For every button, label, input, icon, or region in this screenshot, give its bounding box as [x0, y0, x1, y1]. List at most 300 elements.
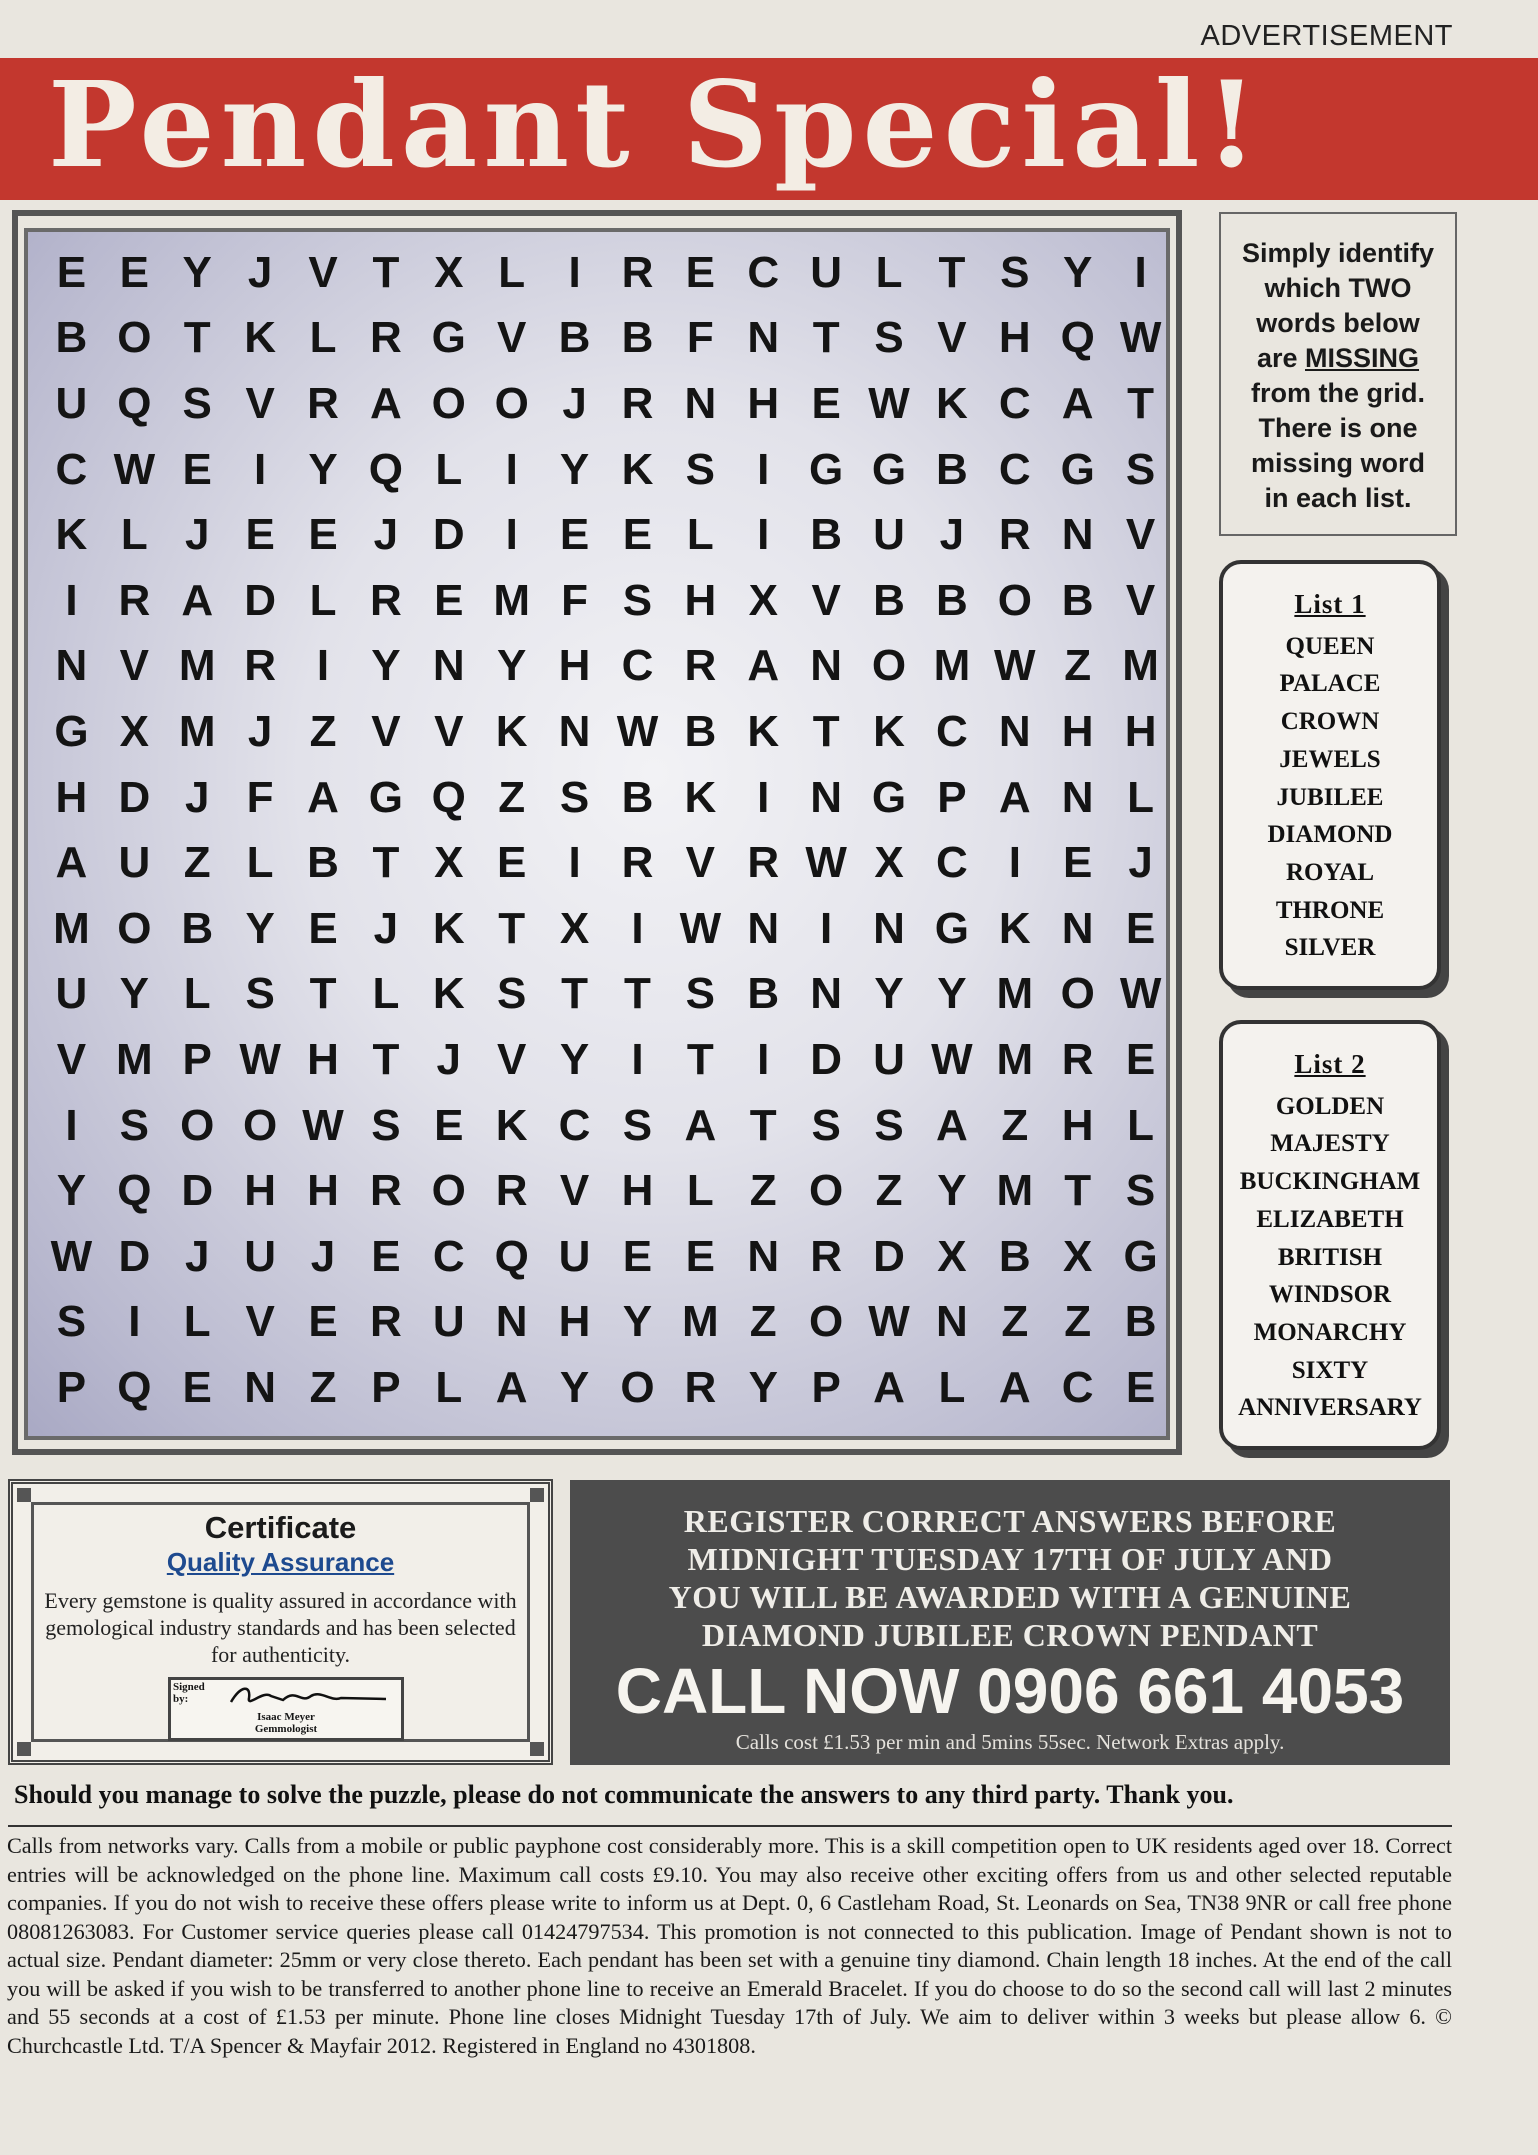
grid-letter: I	[65, 575, 78, 625]
grid-letter: N	[1061, 510, 1094, 560]
grid-letter: P	[811, 1362, 841, 1412]
grid-letter: S	[622, 1100, 653, 1150]
grid-letter: B	[810, 510, 843, 560]
grid-letter: V	[685, 838, 716, 888]
list-word: CROWN	[1280, 708, 1380, 736]
grid-letter: J	[939, 510, 965, 560]
grid-letter: V	[308, 247, 338, 297]
grid-letter: U	[873, 1034, 905, 1084]
grid-letter: E	[434, 575, 464, 625]
phone-number[interactable]: CALL NOW 0906 661 4053	[615, 1655, 1405, 1727]
grid-letter: S	[811, 1100, 841, 1150]
grid-letter: Y	[56, 1166, 87, 1216]
grid-letter: Y	[1063, 247, 1093, 297]
grid-letter: I	[631, 903, 644, 953]
grid-letter: D	[432, 510, 465, 560]
call-now-box	[570, 1480, 1450, 1765]
grid-letter: N	[998, 706, 1031, 756]
grid-letter: B	[936, 575, 968, 625]
grid-letter: J	[247, 706, 273, 756]
grid-letter: M	[996, 1166, 1034, 1216]
grid-letter: J	[373, 510, 399, 560]
grid-letter: X	[748, 575, 778, 625]
certificate-box	[8, 1479, 553, 1765]
grid-letter: R	[747, 838, 780, 888]
grid-letter: Y	[559, 1362, 590, 1412]
grid-letter: E	[559, 510, 590, 560]
grid-letter: A	[998, 1362, 1031, 1412]
call-cost: Calls cost £1.53 per min and 5mins 55sec. Network Extras apply.	[735, 1730, 1285, 1754]
grid-letter: B	[558, 313, 591, 363]
list-word: SILVER	[1284, 934, 1376, 962]
grid-letter: V	[434, 706, 464, 756]
list-word: SIXTY	[1291, 1356, 1369, 1384]
grid-letter: Z	[1001, 1297, 1029, 1347]
signer-name	[171, 1711, 401, 1735]
grid-letter: U	[810, 247, 843, 297]
grid-letter: Q	[494, 1231, 529, 1281]
grid-letter: E	[685, 1231, 716, 1281]
grid-letter: J	[436, 1034, 462, 1084]
grid-letter: H	[621, 1166, 654, 1216]
grid-letter: C	[621, 641, 654, 691]
grid-letter: I	[65, 1100, 78, 1150]
grid-letter: E	[182, 1362, 212, 1412]
grid-letter: N	[495, 1297, 528, 1347]
grid-letter: E	[308, 903, 338, 953]
grid-letter: L	[183, 969, 211, 1019]
grid-letter: W	[805, 838, 847, 888]
grid-letter: S	[874, 1100, 904, 1150]
grid-letter: E	[245, 510, 275, 560]
grid-letter: C	[936, 838, 968, 888]
grid-letter: W	[868, 1297, 910, 1347]
grid-letter: C	[558, 1100, 591, 1150]
certificate-title: Certificate	[204, 1510, 357, 1545]
grid-letter: S	[1125, 1166, 1156, 1216]
grid-letter: J	[184, 510, 210, 560]
grid-letter: L	[498, 247, 526, 297]
grid-letter: T	[1064, 1166, 1092, 1216]
grid-letter: Y	[559, 1034, 590, 1084]
grid-letter: Q	[117, 378, 152, 428]
grid-letter: O	[117, 313, 152, 363]
grid-letter: Z	[1064, 1297, 1092, 1347]
certificate-corner-ornament	[17, 1742, 31, 1756]
grid-letter: K	[747, 706, 780, 756]
grid-letter: J	[310, 1231, 336, 1281]
grid-letter: Z	[749, 1297, 777, 1347]
grid-letter: I	[757, 444, 770, 494]
grid-letter: V	[559, 1166, 590, 1216]
grid-letter: R	[244, 641, 276, 691]
grid-letter: R	[998, 510, 1031, 560]
grid-letter: H	[55, 772, 88, 822]
grid-letter: S	[685, 969, 716, 1019]
missing-emphasis: MISSING	[1305, 343, 1420, 373]
call-heading-line: DIAMOND JUBILEE CROWN PENDANT	[701, 1617, 1319, 1653]
grid-letter: H	[684, 575, 717, 625]
grid-letter: L	[183, 1297, 211, 1347]
grid-letter: G	[871, 772, 907, 822]
grid-letter: D	[810, 1034, 843, 1084]
grid-letter: L	[372, 969, 400, 1019]
grid-letter: J	[184, 1231, 210, 1281]
grid-letter: H	[998, 313, 1031, 363]
call-heading-line: MIDNIGHT TUESDAY 17TH OF JULY AND	[687, 1541, 1333, 1577]
instructions-text: are	[1256, 343, 1306, 373]
grid-letter: Y	[182, 247, 212, 297]
grid-letter: I	[505, 510, 518, 560]
grid-letter: G	[54, 706, 89, 756]
grid-letter: U	[432, 1297, 465, 1347]
grid-letter: K	[495, 706, 528, 756]
grid-letter: B	[684, 706, 717, 756]
grid-letter: G	[1060, 444, 1095, 494]
grid-letter: X	[874, 838, 904, 888]
grid-letter: S	[119, 1100, 150, 1150]
list-word: JUBILEE	[1276, 783, 1384, 811]
grid-letter: R	[621, 247, 654, 297]
grid-letter: S	[622, 575, 653, 625]
instructions-line: missing word	[1250, 448, 1426, 478]
grid-letter: R	[370, 575, 402, 625]
list-word: BRITISH	[1277, 1243, 1383, 1271]
grid-letter: S	[1000, 247, 1030, 297]
grid-letter: N	[936, 1297, 968, 1347]
grid-letter: R	[370, 1297, 402, 1347]
grid-letter: Z	[309, 706, 337, 756]
grid-letter: R	[810, 1231, 843, 1281]
instructions-line: which TWO	[1264, 273, 1412, 303]
grid-letter: L	[1127, 1100, 1155, 1150]
list-word: JEWELS	[1279, 745, 1381, 773]
grid-letter: A	[495, 1362, 528, 1412]
grid-letter: B	[621, 772, 654, 822]
grid-letter: L	[686, 510, 714, 560]
grid-letter: F	[686, 313, 714, 363]
grid-letter: L	[435, 444, 463, 494]
list-word: WINDSOR	[1268, 1281, 1392, 1309]
grid-letter: Z	[875, 1166, 903, 1216]
grid-letter: E	[1125, 1034, 1156, 1084]
grid-letter: H	[1061, 1100, 1094, 1150]
grid-letter: O	[871, 641, 907, 691]
grid-letter: L	[309, 575, 337, 625]
grid-letter: R	[370, 313, 402, 363]
grid-letter: V	[119, 641, 150, 691]
grid-letter: G	[1123, 1231, 1158, 1281]
grid-letter: B	[936, 444, 968, 494]
certificate-corner-ornament	[17, 1488, 31, 1502]
grid-letter: S	[56, 1297, 87, 1347]
list-word: DIAMOND	[1267, 821, 1393, 849]
grid-letter: D	[118, 772, 151, 822]
grid-letter: Y	[497, 641, 527, 691]
grid-letter: T	[938, 247, 966, 297]
grid-letter: E	[1125, 903, 1156, 953]
word-list-1	[1219, 560, 1441, 990]
grid-letter: J	[184, 772, 210, 822]
grid-letter: K	[244, 313, 276, 363]
grid-letter: K	[495, 1100, 528, 1150]
grid-letter: N	[432, 641, 465, 691]
grid-letter: W	[931, 1034, 973, 1084]
grid-letter: D	[873, 1231, 905, 1281]
grid-letter: Z	[1064, 641, 1092, 691]
grid-letter: R	[118, 575, 151, 625]
grid-letter: Y	[937, 969, 967, 1019]
grid-letter: Q	[117, 1362, 152, 1412]
instructions-line	[1229, 341, 1447, 376]
grid-letter: N	[747, 313, 780, 363]
grid-letter: X	[937, 1231, 967, 1281]
grid-letter: H	[1124, 706, 1157, 756]
grid-letter: W	[239, 1034, 281, 1084]
grid-letter: Y	[937, 1166, 967, 1216]
grid-letter: B	[307, 838, 339, 888]
list-word: GOLDEN	[1275, 1092, 1385, 1120]
grid-letter: F	[561, 575, 589, 625]
signed-label: Signed by:	[173, 1681, 205, 1705]
grid-letter: O	[180, 1100, 215, 1150]
instructions-box	[1219, 212, 1457, 536]
grid-letter: T	[561, 969, 589, 1019]
list-1-title: List 1	[1294, 589, 1366, 619]
grid-letter: H	[558, 1297, 591, 1347]
grid-letter: I	[757, 772, 770, 822]
grid-letter: M	[933, 641, 971, 691]
grid-letter: A	[55, 838, 88, 888]
grid-letter: M	[178, 706, 216, 756]
grid-letter: P	[56, 1362, 87, 1412]
grid-letter: X	[1063, 1231, 1093, 1281]
grid-letter: U	[55, 378, 88, 428]
grid-letter: E	[56, 247, 87, 297]
grid-letter: O	[997, 575, 1032, 625]
list-2-title: List 2	[1294, 1049, 1366, 1079]
grid-letter: B	[621, 313, 654, 363]
grid-letter: N	[810, 772, 843, 822]
grid-letter: L	[686, 1166, 714, 1216]
grid-letter: L	[309, 313, 337, 363]
grid-letter: W	[113, 444, 156, 494]
grid-letter: T	[372, 1034, 400, 1084]
call-heading	[570, 1502, 1450, 1654]
grid-letter: X	[434, 247, 464, 297]
signer-role-text: Gemmologist	[254, 1723, 318, 1735]
grid-letter: Q	[431, 772, 466, 822]
grid-letter: O	[117, 903, 152, 953]
list-word: ELIZABETH	[1256, 1205, 1404, 1233]
word-list-2	[1219, 1020, 1441, 1450]
grid-letter: I	[568, 838, 581, 888]
list-word: ROYAL	[1286, 858, 1374, 886]
grid-letter: J	[562, 378, 587, 428]
grid-letter: X	[559, 903, 590, 953]
grid-letter: V	[56, 1034, 87, 1084]
grid-letter: L	[120, 510, 148, 560]
grid-letter: K	[684, 772, 717, 822]
grid-letter: M	[178, 641, 216, 691]
list-word: ANNIVERSARY	[1238, 1394, 1422, 1422]
grid-letter: M	[996, 1034, 1034, 1084]
grid-letter: O	[431, 378, 466, 428]
grid-letter: U	[55, 969, 88, 1019]
grid-letter: W	[1119, 313, 1162, 363]
grid-letter: T	[686, 1034, 714, 1084]
terms-small-print: Calls from networks vary. Calls from a mobile or public payphone cost considerably more. This is a skill competition open to UK residents aged over 18. Correct entries will be acknowledged on the phone line. Maximum call costs £9.10. You may also receive other exciting offers from us and other selected reputable companies. If you do not wish to receive these offers please write to inform us at Dept. 0, 6 Castleham Road, St. Leonards on Sea, TN38 9NR or call free phone 08081263083. For Customer service queries please call 01424797534. This promotion is not connected to this publication. Image of Pendant shown is not to actual size. Pendant diameter: 25mm or very close thereto. Each pendant has been set with a genuine tiny diamond. Chain length 18 inches. At the end of the call you will be asked if you wish to be transferred to another phone line to receive an Emerald Bracelet. If you do choose to do so the second call will last 2 minutes and 55 seconds at a cost of £1.53 per minute. Phone line closes Midnight Tuesday 17th of July. We aim to deliver within 3 weeks but please allow 6. © Churchcastle Ltd. T/A Spencer & Mayfair 2012. Registered in England no 4301808.	[7, 1833, 1452, 2058]
grid-letter: J	[373, 903, 399, 953]
grid-letter: E	[1125, 1362, 1156, 1412]
certificate-text: Every gemstone is quality assured in accordance with gemological industry standards and has been selected for authenticity.	[44, 1588, 517, 1667]
grid-letter: V	[1125, 575, 1156, 625]
grid-letter: Y	[622, 1297, 653, 1347]
grid-letter: N	[810, 969, 843, 1019]
grid-letter: C	[1061, 1362, 1094, 1412]
grid-letter: S	[497, 969, 527, 1019]
grid-letter: L	[875, 247, 903, 297]
grid-letter: S	[874, 313, 904, 363]
grid-letter: H	[558, 641, 591, 691]
instructions-line: Simply identify	[1241, 238, 1435, 268]
grid-letter: C	[936, 706, 968, 756]
grid-letter: E	[1063, 838, 1093, 888]
instructions-line: words below	[1256, 308, 1420, 338]
grid-letter: T	[183, 313, 211, 363]
grid-letter: O	[809, 1297, 844, 1347]
grid-letter: I	[1134, 247, 1147, 297]
grid-letter: E	[119, 247, 150, 297]
grid-letter: A	[307, 772, 339, 822]
grid-letter: K	[55, 510, 88, 560]
grid-letter: Y	[119, 969, 150, 1019]
page-title: Pendant Special!	[48, 55, 1264, 194]
grid-letter: I	[568, 247, 581, 297]
grid-letter: Y	[371, 641, 401, 691]
grid-letter: N	[810, 641, 843, 691]
grid-letter: Y	[308, 444, 338, 494]
certificate-corner-ornament	[530, 1742, 544, 1756]
grid-letter: Q	[1060, 313, 1095, 363]
grid-letter: A	[1061, 378, 1094, 428]
grid-letter: R	[1061, 1034, 1094, 1084]
grid-letter: R	[307, 378, 339, 428]
grid-letter: N	[747, 903, 780, 953]
grid-letter: O	[431, 1166, 466, 1216]
grid-letter: K	[432, 969, 465, 1019]
grid-letter: R	[684, 641, 717, 691]
grid-letter: N	[873, 903, 905, 953]
grid-letter: W	[616, 706, 659, 756]
grid-letter: M	[682, 1297, 719, 1347]
grid-letter: L	[1127, 772, 1155, 822]
grid-letter: A	[370, 378, 402, 428]
certificate-subtitle: Quality Assurance	[166, 1547, 395, 1577]
grid-letter: R	[621, 838, 654, 888]
grid-letter: O	[1060, 969, 1095, 1019]
grid-letter: T	[498, 903, 526, 953]
grid-letter: C	[432, 1231, 465, 1281]
grid-letter: Y	[748, 1362, 778, 1412]
grid-letter: X	[434, 838, 464, 888]
grid-letter: W	[679, 903, 722, 953]
grid-letter: T	[812, 706, 840, 756]
grid-letter: N	[244, 1362, 276, 1412]
grid-letter: D	[181, 1166, 214, 1216]
grid-letter: K	[432, 903, 465, 953]
grid-letter: E	[182, 444, 212, 494]
grid-letter: I	[757, 510, 770, 560]
grid-letter: E	[622, 510, 653, 560]
grid-letter: E	[497, 838, 527, 888]
divider	[8, 1825, 1452, 1827]
grid-letter: O	[809, 1166, 844, 1216]
grid-letter: L	[435, 1362, 463, 1412]
grid-letter: P	[371, 1362, 401, 1412]
grid-letter: U	[873, 510, 905, 560]
grid-letter: C	[998, 378, 1031, 428]
grid-letter: V	[371, 706, 401, 756]
grid-letter: R	[495, 1166, 528, 1216]
grid-letter: U	[244, 1231, 276, 1281]
instructions-line: in each list.	[1264, 483, 1412, 513]
grid-letter: G	[431, 313, 466, 363]
advertisement-label: ADVERTISEMENT	[1200, 20, 1453, 52]
signature-box	[168, 1677, 404, 1741]
grid-letter: S	[559, 772, 590, 822]
grid-letter: B	[1124, 1297, 1157, 1347]
call-heading-line: YOU WILL BE AWARDED WITH A GENUINE	[668, 1579, 1352, 1615]
grid-letter: V	[245, 1297, 275, 1347]
grid-letter: A	[998, 772, 1031, 822]
grid-letter: E	[308, 510, 338, 560]
grid-letter: K	[998, 903, 1031, 953]
list-word: PALACE	[1279, 670, 1381, 698]
grid-letter: T	[624, 969, 651, 1019]
grid-letter: M	[1122, 641, 1159, 691]
grid-letter: O	[243, 1100, 278, 1150]
grid-letter: S	[371, 1100, 401, 1150]
grid-letter: Y	[559, 444, 590, 494]
grid-letter: E	[685, 247, 716, 297]
grid-letter: M	[116, 1034, 153, 1084]
grid-letter: T	[372, 838, 400, 888]
grid-letter: I	[820, 903, 833, 953]
grid-letter: G	[871, 444, 907, 494]
certificate-corner-ornament	[530, 1488, 544, 1502]
grid-letter: V	[497, 313, 527, 363]
grid-letter: W	[50, 1231, 93, 1281]
grid-letter: B	[55, 313, 88, 363]
grid-letter: E	[434, 1100, 464, 1150]
grid-letter: C	[55, 444, 88, 494]
signer-name-text: Isaac Meyer	[257, 1711, 315, 1723]
grid-letter: G	[809, 444, 844, 494]
grid-letter: E	[308, 1297, 338, 1347]
grid-letter: L	[246, 838, 274, 888]
grid-letter: W	[994, 641, 1036, 691]
grid-letter: N	[1061, 772, 1094, 822]
list-word: MAJESTY	[1270, 1130, 1390, 1158]
grid-letter: Z	[1001, 1100, 1029, 1150]
grid-letter: W	[302, 1100, 344, 1150]
list-word: BUCKINGHAM	[1239, 1168, 1421, 1196]
grid-letter: V	[937, 313, 967, 363]
list-word: THRONE	[1275, 896, 1385, 924]
grid-letter: A	[747, 641, 780, 691]
grid-letter: A	[181, 575, 214, 625]
